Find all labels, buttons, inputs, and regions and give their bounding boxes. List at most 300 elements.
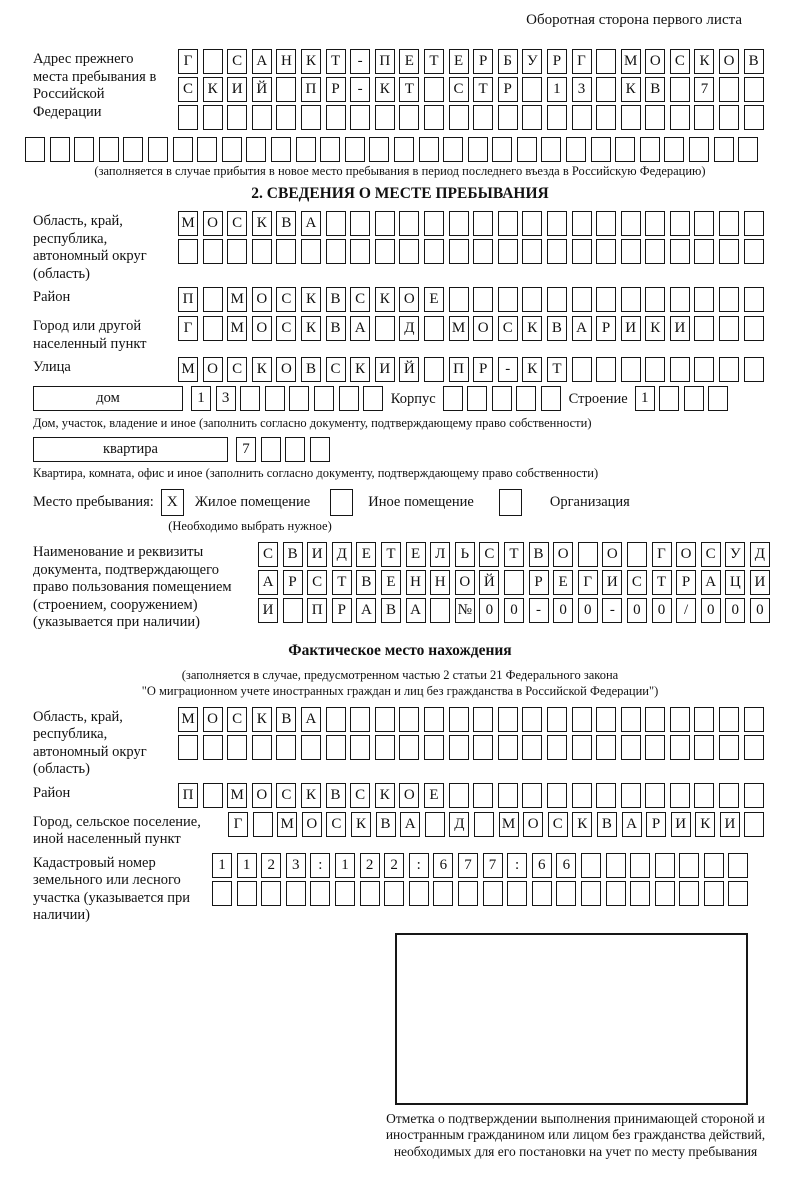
char-box[interactable]: Е — [424, 783, 444, 808]
char-box[interactable] — [694, 316, 714, 341]
char-box[interactable]: М — [178, 211, 198, 236]
char-box[interactable]: О — [399, 287, 419, 312]
char-box[interactable] — [728, 853, 748, 878]
char-box[interactable] — [492, 137, 512, 162]
char-box[interactable] — [547, 735, 567, 760]
char-box[interactable] — [522, 77, 542, 102]
char-box[interactable] — [498, 707, 518, 732]
char-box[interactable] — [719, 707, 739, 732]
char-box[interactable] — [738, 137, 758, 162]
stay-type-checkbox-residential[interactable]: X — [161, 489, 184, 516]
char-box[interactable]: Р — [332, 598, 352, 623]
char-box[interactable] — [627, 542, 647, 567]
char-box[interactable] — [425, 812, 445, 837]
char-box[interactable]: С — [350, 783, 370, 808]
char-box[interactable] — [659, 386, 679, 411]
char-box[interactable]: 0 — [479, 598, 499, 623]
char-box[interactable] — [498, 735, 518, 760]
char-box[interactable] — [363, 386, 383, 411]
char-box[interactable] — [581, 853, 601, 878]
char-box[interactable]: Р — [529, 570, 549, 595]
char-box[interactable]: С — [479, 542, 499, 567]
char-box[interactable]: 2 — [360, 853, 380, 878]
char-box[interactable] — [744, 357, 764, 382]
char-box[interactable] — [301, 735, 321, 760]
char-box[interactable] — [384, 881, 404, 906]
char-box[interactable] — [203, 105, 223, 130]
char-box[interactable]: В — [597, 812, 617, 837]
char-box[interactable]: И — [375, 357, 395, 382]
char-box[interactable]: Т — [504, 542, 524, 567]
char-box[interactable]: Д — [399, 316, 419, 341]
char-box[interactable]: Ц — [725, 570, 745, 595]
char-box[interactable] — [572, 707, 592, 732]
char-box[interactable] — [237, 881, 257, 906]
char-box[interactable]: : — [507, 853, 527, 878]
char-box[interactable] — [326, 239, 346, 264]
char-box[interactable]: - — [350, 49, 370, 74]
char-box[interactable]: К — [695, 812, 715, 837]
char-box[interactable]: У — [725, 542, 745, 567]
char-box[interactable]: М — [621, 49, 641, 74]
char-box[interactable] — [744, 77, 764, 102]
char-box[interactable] — [645, 211, 665, 236]
char-box[interactable] — [458, 881, 478, 906]
char-box[interactable]: Р — [596, 316, 616, 341]
char-box[interactable]: 2 — [261, 853, 281, 878]
char-box[interactable] — [178, 735, 198, 760]
char-box[interactable]: В — [356, 570, 376, 595]
char-box[interactable] — [203, 239, 223, 264]
char-box[interactable]: П — [301, 77, 321, 102]
char-box[interactable] — [399, 735, 419, 760]
char-box[interactable]: К — [301, 316, 321, 341]
char-box[interactable]: Б — [498, 49, 518, 74]
char-box[interactable] — [640, 137, 660, 162]
char-box[interactable]: 1 — [212, 853, 232, 878]
char-box[interactable]: К — [252, 211, 272, 236]
char-box[interactable]: Р — [473, 357, 493, 382]
char-box[interactable]: Г — [652, 542, 672, 567]
char-box[interactable]: О — [203, 211, 223, 236]
char-box[interactable] — [326, 707, 346, 732]
char-box[interactable] — [517, 137, 537, 162]
char-box[interactable] — [728, 881, 748, 906]
char-box[interactable] — [276, 77, 296, 102]
char-box[interactable] — [492, 386, 512, 411]
char-box[interactable]: 7 — [236, 437, 256, 462]
char-box[interactable] — [572, 287, 592, 312]
char-box[interactable] — [350, 735, 370, 760]
char-box[interactable]: Е — [356, 542, 376, 567]
char-box[interactable] — [541, 137, 561, 162]
char-box[interactable]: Г — [178, 49, 198, 74]
char-box[interactable]: К — [522, 357, 542, 382]
char-box[interactable] — [350, 105, 370, 130]
char-box[interactable] — [621, 735, 641, 760]
char-box[interactable]: В — [326, 287, 346, 312]
char-box[interactable]: М — [227, 287, 247, 312]
char-box[interactable] — [261, 881, 281, 906]
char-box[interactable] — [689, 137, 709, 162]
char-box[interactable] — [424, 77, 444, 102]
char-box[interactable] — [271, 137, 291, 162]
char-box[interactable] — [227, 735, 247, 760]
char-box[interactable] — [621, 707, 641, 732]
char-box[interactable]: Т — [381, 542, 401, 567]
char-box[interactable] — [704, 881, 724, 906]
char-box[interactable]: У — [522, 49, 542, 74]
char-box[interactable] — [645, 707, 665, 732]
char-box[interactable]: К — [572, 812, 592, 837]
char-box[interactable] — [375, 735, 395, 760]
char-box[interactable] — [473, 239, 493, 264]
char-box[interactable] — [591, 137, 611, 162]
char-box[interactable] — [285, 437, 305, 462]
char-box[interactable] — [50, 137, 70, 162]
char-box[interactable]: 0 — [504, 598, 524, 623]
char-box[interactable] — [148, 137, 168, 162]
char-box[interactable]: М — [227, 783, 247, 808]
char-box[interactable]: Т — [326, 49, 346, 74]
char-box[interactable]: 6 — [433, 853, 453, 878]
char-box[interactable]: П — [307, 598, 327, 623]
char-box[interactable]: Г — [228, 812, 248, 837]
char-box[interactable] — [449, 783, 469, 808]
char-box[interactable] — [424, 707, 444, 732]
char-box[interactable] — [572, 735, 592, 760]
char-box[interactable]: С — [307, 570, 327, 595]
char-box[interactable]: А — [622, 812, 642, 837]
char-box[interactable]: Р — [676, 570, 696, 595]
char-box[interactable]: 0 — [725, 598, 745, 623]
char-box[interactable] — [276, 105, 296, 130]
char-box[interactable] — [547, 105, 567, 130]
char-box[interactable]: М — [178, 357, 198, 382]
char-box[interactable] — [252, 239, 272, 264]
char-box[interactable]: И — [621, 316, 641, 341]
char-box[interactable]: 1 — [237, 853, 257, 878]
char-box[interactable]: Д — [449, 812, 469, 837]
char-box[interactable] — [310, 437, 330, 462]
char-box[interactable]: О — [252, 783, 272, 808]
char-box[interactable] — [310, 881, 330, 906]
char-box[interactable] — [203, 735, 223, 760]
char-box[interactable] — [498, 783, 518, 808]
char-box[interactable]: 0 — [750, 598, 770, 623]
char-box[interactable]: 1 — [635, 386, 655, 411]
char-box[interactable]: С — [701, 542, 721, 567]
char-box[interactable] — [409, 881, 429, 906]
char-box[interactable]: М — [277, 812, 297, 837]
char-box[interactable] — [645, 105, 665, 130]
char-box[interactable] — [744, 707, 764, 732]
char-box[interactable]: И — [602, 570, 622, 595]
char-box[interactable] — [645, 735, 665, 760]
char-box[interactable] — [473, 783, 493, 808]
char-box[interactable] — [443, 386, 463, 411]
char-box[interactable]: 1 — [547, 77, 567, 102]
char-box[interactable] — [744, 239, 764, 264]
char-box[interactable] — [369, 137, 389, 162]
char-box[interactable] — [173, 137, 193, 162]
char-box[interactable] — [430, 598, 450, 623]
char-box[interactable]: О — [302, 812, 322, 837]
char-box[interactable]: И — [720, 812, 740, 837]
char-box[interactable] — [240, 386, 260, 411]
char-box[interactable]: И — [227, 77, 247, 102]
char-box[interactable]: С — [498, 316, 518, 341]
char-box[interactable]: С — [627, 570, 647, 595]
char-box[interactable] — [572, 357, 592, 382]
char-box[interactable] — [596, 783, 616, 808]
char-box[interactable] — [178, 239, 198, 264]
char-box[interactable]: К — [351, 812, 371, 837]
char-box[interactable] — [99, 137, 119, 162]
char-box[interactable] — [419, 137, 439, 162]
char-box[interactable] — [645, 287, 665, 312]
char-box[interactable]: / — [676, 598, 696, 623]
char-box[interactable] — [276, 239, 296, 264]
char-box[interactable]: И — [307, 542, 327, 567]
char-box[interactable] — [621, 783, 641, 808]
char-box[interactable] — [375, 105, 395, 130]
char-box[interactable]: А — [258, 570, 278, 595]
char-box[interactable]: Л — [430, 542, 450, 567]
char-box[interactable] — [227, 105, 247, 130]
char-box[interactable]: И — [750, 570, 770, 595]
char-box[interactable]: Т — [547, 357, 567, 382]
char-box[interactable] — [498, 211, 518, 236]
char-box[interactable]: В — [276, 707, 296, 732]
char-box[interactable] — [606, 881, 626, 906]
char-box[interactable]: А — [301, 211, 321, 236]
char-box[interactable]: 3 — [572, 77, 592, 102]
char-box[interactable]: П — [178, 287, 198, 312]
char-box[interactable] — [679, 853, 699, 878]
char-box[interactable] — [399, 239, 419, 264]
char-box[interactable] — [547, 783, 567, 808]
char-box[interactable]: В — [381, 598, 401, 623]
char-box[interactable] — [449, 211, 469, 236]
char-box[interactable] — [556, 881, 576, 906]
char-box[interactable] — [630, 881, 650, 906]
char-box[interactable] — [547, 287, 567, 312]
char-box[interactable]: Н — [406, 570, 426, 595]
char-box[interactable] — [507, 881, 527, 906]
char-box[interactable] — [474, 812, 494, 837]
char-box[interactable]: С — [227, 211, 247, 236]
char-box[interactable]: 7 — [458, 853, 478, 878]
char-box[interactable]: С — [227, 357, 247, 382]
char-box[interactable] — [74, 137, 94, 162]
char-box[interactable]: В — [645, 77, 665, 102]
char-box[interactable]: Т — [473, 77, 493, 102]
char-box[interactable] — [719, 239, 739, 264]
char-box[interactable]: Р — [473, 49, 493, 74]
char-box[interactable]: В — [326, 783, 346, 808]
char-box[interactable]: О — [276, 357, 296, 382]
char-box[interactable] — [123, 137, 143, 162]
char-box[interactable]: Й — [479, 570, 499, 595]
char-box[interactable] — [670, 77, 690, 102]
char-box[interactable] — [345, 137, 365, 162]
char-box[interactable] — [301, 105, 321, 130]
char-box[interactable]: 2 — [384, 853, 404, 878]
char-box[interactable]: С — [258, 542, 278, 567]
char-box[interactable] — [547, 707, 567, 732]
char-box[interactable] — [645, 783, 665, 808]
char-box[interactable]: О — [602, 542, 622, 567]
char-box[interactable]: О — [645, 49, 665, 74]
char-box[interactable] — [606, 853, 626, 878]
char-box[interactable]: С — [350, 287, 370, 312]
char-box[interactable] — [261, 437, 281, 462]
char-box[interactable] — [276, 735, 296, 760]
char-box[interactable] — [339, 386, 359, 411]
char-box[interactable] — [670, 707, 690, 732]
char-box[interactable] — [630, 853, 650, 878]
char-box[interactable]: Д — [332, 542, 352, 567]
char-box[interactable] — [449, 239, 469, 264]
char-box[interactable]: О — [203, 707, 223, 732]
char-box[interactable] — [694, 105, 714, 130]
stay-type-checkbox-organization[interactable] — [499, 489, 522, 516]
char-box[interactable]: И — [671, 812, 691, 837]
char-box[interactable] — [744, 211, 764, 236]
char-box[interactable]: Н — [276, 49, 296, 74]
char-box[interactable] — [714, 137, 734, 162]
char-box[interactable] — [522, 735, 542, 760]
char-box[interactable] — [283, 598, 303, 623]
char-box[interactable]: А — [701, 570, 721, 595]
char-box[interactable] — [572, 105, 592, 130]
stay-type-checkbox-other-premises[interactable] — [330, 489, 353, 516]
char-box[interactable]: С — [670, 49, 690, 74]
char-box[interactable]: Е — [553, 570, 573, 595]
char-box[interactable]: В — [529, 542, 549, 567]
char-box[interactable]: Р — [646, 812, 666, 837]
char-box[interactable] — [694, 783, 714, 808]
char-box[interactable]: : — [310, 853, 330, 878]
char-box[interactable]: 6 — [532, 853, 552, 878]
char-box[interactable] — [621, 287, 641, 312]
char-box[interactable] — [670, 287, 690, 312]
char-box[interactable] — [596, 735, 616, 760]
char-box[interactable] — [596, 357, 616, 382]
char-box[interactable] — [350, 707, 370, 732]
char-box[interactable]: О — [252, 316, 272, 341]
char-box[interactable]: О — [676, 542, 696, 567]
char-box[interactable] — [522, 287, 542, 312]
char-box[interactable]: К — [350, 357, 370, 382]
char-box[interactable] — [473, 211, 493, 236]
char-box[interactable]: - — [498, 357, 518, 382]
char-box[interactable] — [670, 239, 690, 264]
char-box[interactable] — [301, 239, 321, 264]
char-box[interactable]: № — [455, 598, 475, 623]
char-box[interactable]: Й — [252, 77, 272, 102]
char-box[interactable] — [522, 783, 542, 808]
char-box[interactable] — [473, 287, 493, 312]
char-box[interactable] — [572, 783, 592, 808]
char-box[interactable] — [581, 881, 601, 906]
char-box[interactable] — [645, 239, 665, 264]
char-box[interactable]: К — [645, 316, 665, 341]
char-box[interactable] — [227, 239, 247, 264]
char-box[interactable] — [516, 386, 536, 411]
char-box[interactable] — [375, 316, 395, 341]
char-box[interactable]: А — [350, 316, 370, 341]
char-box[interactable] — [178, 105, 198, 130]
char-box[interactable]: Т — [399, 77, 419, 102]
char-box[interactable]: Г — [178, 316, 198, 341]
char-box[interactable] — [375, 707, 395, 732]
char-box[interactable]: П — [375, 49, 395, 74]
char-box[interactable]: И — [670, 316, 690, 341]
char-box[interactable]: В — [744, 49, 764, 74]
char-box[interactable]: 3 — [286, 853, 306, 878]
char-box[interactable]: Ь — [455, 542, 475, 567]
char-box[interactable] — [296, 137, 316, 162]
char-box[interactable]: П — [178, 783, 198, 808]
char-box[interactable] — [670, 105, 690, 130]
char-box[interactable]: - — [350, 77, 370, 102]
char-box[interactable] — [621, 239, 641, 264]
char-box[interactable] — [566, 137, 586, 162]
char-box[interactable] — [424, 211, 444, 236]
char-box[interactable]: 0 — [553, 598, 573, 623]
char-box[interactable]: - — [602, 598, 622, 623]
char-box[interactable]: О — [252, 287, 272, 312]
char-box[interactable]: К — [375, 783, 395, 808]
char-box[interactable] — [335, 881, 355, 906]
char-box[interactable]: Е — [399, 49, 419, 74]
char-box[interactable] — [424, 735, 444, 760]
char-box[interactable]: С — [548, 812, 568, 837]
char-box[interactable]: И — [258, 598, 278, 623]
char-box[interactable] — [719, 735, 739, 760]
char-box[interactable]: К — [375, 287, 395, 312]
char-box[interactable]: С — [276, 287, 296, 312]
char-box[interactable] — [375, 211, 395, 236]
char-box[interactable] — [655, 881, 675, 906]
char-box[interactable] — [664, 137, 684, 162]
char-box[interactable]: С — [227, 49, 247, 74]
char-box[interactable] — [744, 287, 764, 312]
char-box[interactable]: А — [406, 598, 426, 623]
char-box[interactable]: В — [326, 316, 346, 341]
char-box[interactable] — [719, 287, 739, 312]
char-box[interactable] — [655, 853, 675, 878]
char-box[interactable] — [498, 287, 518, 312]
char-box[interactable]: 1 — [191, 386, 211, 411]
char-box[interactable] — [203, 783, 223, 808]
char-box[interactable]: 7 — [694, 77, 714, 102]
char-box[interactable]: 7 — [483, 853, 503, 878]
char-box[interactable] — [704, 853, 724, 878]
char-box[interactable]: М — [178, 707, 198, 732]
char-box[interactable]: К — [301, 287, 321, 312]
char-box[interactable]: С — [326, 357, 346, 382]
char-box[interactable] — [265, 386, 285, 411]
char-box[interactable]: Е — [449, 49, 469, 74]
char-box[interactable] — [468, 137, 488, 162]
char-box[interactable] — [596, 287, 616, 312]
char-box[interactable]: В — [283, 542, 303, 567]
char-box[interactable] — [670, 783, 690, 808]
char-box[interactable]: Р — [283, 570, 303, 595]
